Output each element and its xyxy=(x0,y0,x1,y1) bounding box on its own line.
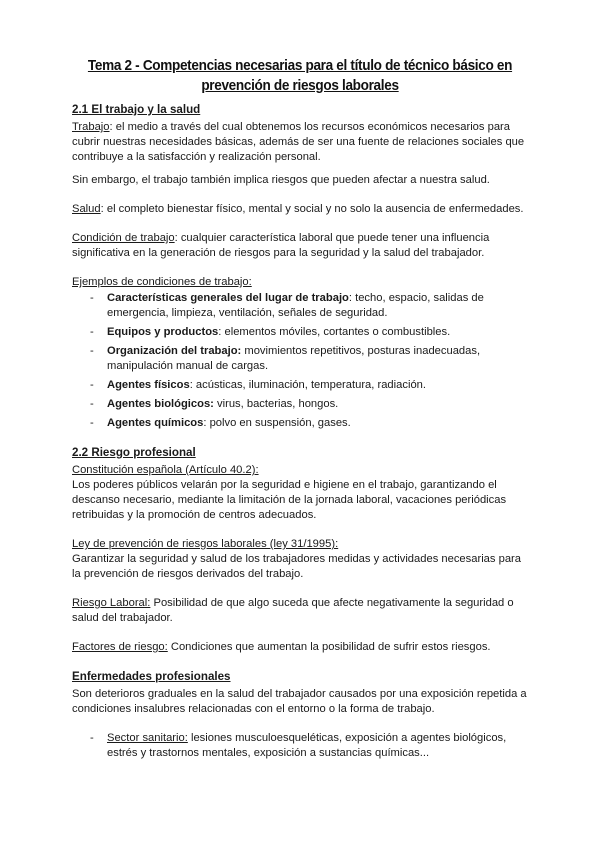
list-item xyxy=(72,344,528,374)
riesgo-paragraph xyxy=(72,596,528,626)
list-item-term: Agentes físicos xyxy=(107,379,190,391)
ley-text: Garantizar la seguridad y salud de los trabajadores medidas y actividades necesarias para la prevención de riesgos derivados del trabajo. xyxy=(72,553,521,580)
condicion-definition: : cualquier característica laboral que puede tener una influencia significativa en la generación de riesgos para la seguridad y la salud del trabajador. xyxy=(72,232,490,259)
list-item-term: Agentes químicos xyxy=(107,417,204,429)
list-item-term: Sector sanitario: xyxy=(107,732,188,744)
riesgo-definition: Posibilidad de que algo suceda que afecte negativamente la seguridad o salud del trabajador. xyxy=(72,597,514,624)
list-item-text: : elementos móviles, cortantes o combustibles. xyxy=(218,326,451,338)
ejemplos-label: Ejemplos de condiciones de trabajo: xyxy=(72,276,252,288)
dash-bullet: - xyxy=(90,292,94,304)
list-item xyxy=(72,416,528,431)
condicion-term: Condición de trabajo xyxy=(72,232,175,244)
dash-bullet: - xyxy=(90,379,94,391)
dash-bullet: - xyxy=(90,326,94,338)
dash-bullet: - xyxy=(90,398,94,410)
dash-bullet: - xyxy=(90,732,94,744)
list-item-text: : polvo en suspensión, gases. xyxy=(203,417,351,429)
salud-definition: : el completo bienestar físico, mental y social y no solo la ausencia de enfermedades. xyxy=(100,203,524,215)
list-item xyxy=(72,397,528,412)
enfermedades-text: Son deterioros graduales en la salud del trabajador causados por una exposición repetida a condiciones insalubres relacionadas con el entorno o la forma de trabajo. xyxy=(72,688,527,715)
list-item-text: : acústicas, iluminación, temperatura, radiación. xyxy=(189,379,426,391)
list-item-text: movimientos repetitivos, posturas inadecuadas, manipulación manual de cargas. xyxy=(107,345,481,372)
factores-definition: Condiciones que aumentan la posibilidad de sufrir estos riesgos. xyxy=(167,641,491,653)
section-heading-2-2: 2.2 Riesgo profesional xyxy=(72,446,196,459)
constitucion-text: Los poderes públicos velarán por la seguridad e higiene en el trabajo, garantizando el descanso necesario, mediante la limitación de la jornada laboral, vacaciones periódicas retribuidas y la promoción de centros adecuados. xyxy=(72,479,507,521)
trabajo-definition: : el medio a través del cual obtenemos los recursos económicos necesarios para cubrir nuestras necesidades básicas, además de ser una fuente de relaciones sociales que contribuye a la satisfacción y realización personal. xyxy=(72,121,525,163)
list-item-term: Equipos y productos xyxy=(107,326,219,338)
ejemplos-list xyxy=(72,291,528,431)
enfermedades-list xyxy=(72,731,528,761)
trabajo-term: Trabajo xyxy=(72,121,110,133)
document-title: Tema 2 - Competencias necesarias para el título de técnico básico en prevención de riesgos laborales xyxy=(87,58,513,94)
list-item-text: virus, bacterias, hongos. xyxy=(213,398,339,410)
list-item-text: : techo, espacio, salidas de emergencia, limpieza, ventilación, señales de seguridad. xyxy=(107,292,484,319)
list-item-text: lesiones musculoesqueléticas, exposición a agentes biológicos, estrés y trastornos mentales, exposición a sustancias químicas... xyxy=(107,732,507,759)
list-item xyxy=(72,731,528,761)
list-item xyxy=(72,378,528,393)
riesgo-term: Riesgo Laboral: xyxy=(72,597,151,609)
enfermedades-heading: Enfermedades profesionales xyxy=(72,670,231,683)
salud-paragraph xyxy=(72,202,528,217)
trabajo-paragraph xyxy=(72,120,528,165)
document-page xyxy=(72,56,528,765)
list-item xyxy=(72,325,528,340)
ley-label: Ley de prevención de riesgos laborales (ley 31/1995): xyxy=(72,538,339,550)
salud-term: Salud xyxy=(72,203,101,215)
condicion-paragraph xyxy=(72,231,528,261)
dash-bullet: - xyxy=(90,345,94,357)
list-item-term: Características generales del lugar de trabajo xyxy=(107,292,349,304)
factores-term: Factores de riesgo: xyxy=(72,641,168,653)
list-item-term: Organización del trabajo: xyxy=(107,345,242,357)
constitucion-label: Constitución española (Artículo 40.2): xyxy=(72,464,259,476)
list-item-term: Agentes biológicos: xyxy=(107,398,214,410)
section-heading-2-1: 2.1 El trabajo y la salud xyxy=(72,103,201,116)
sin-embargo-paragraph: Sin embargo, el trabajo también implica riesgos que pueden afectar a nuestra salud. xyxy=(72,174,490,186)
factores-paragraph xyxy=(72,640,528,655)
dash-bullet: - xyxy=(90,417,94,429)
list-item xyxy=(72,291,528,321)
